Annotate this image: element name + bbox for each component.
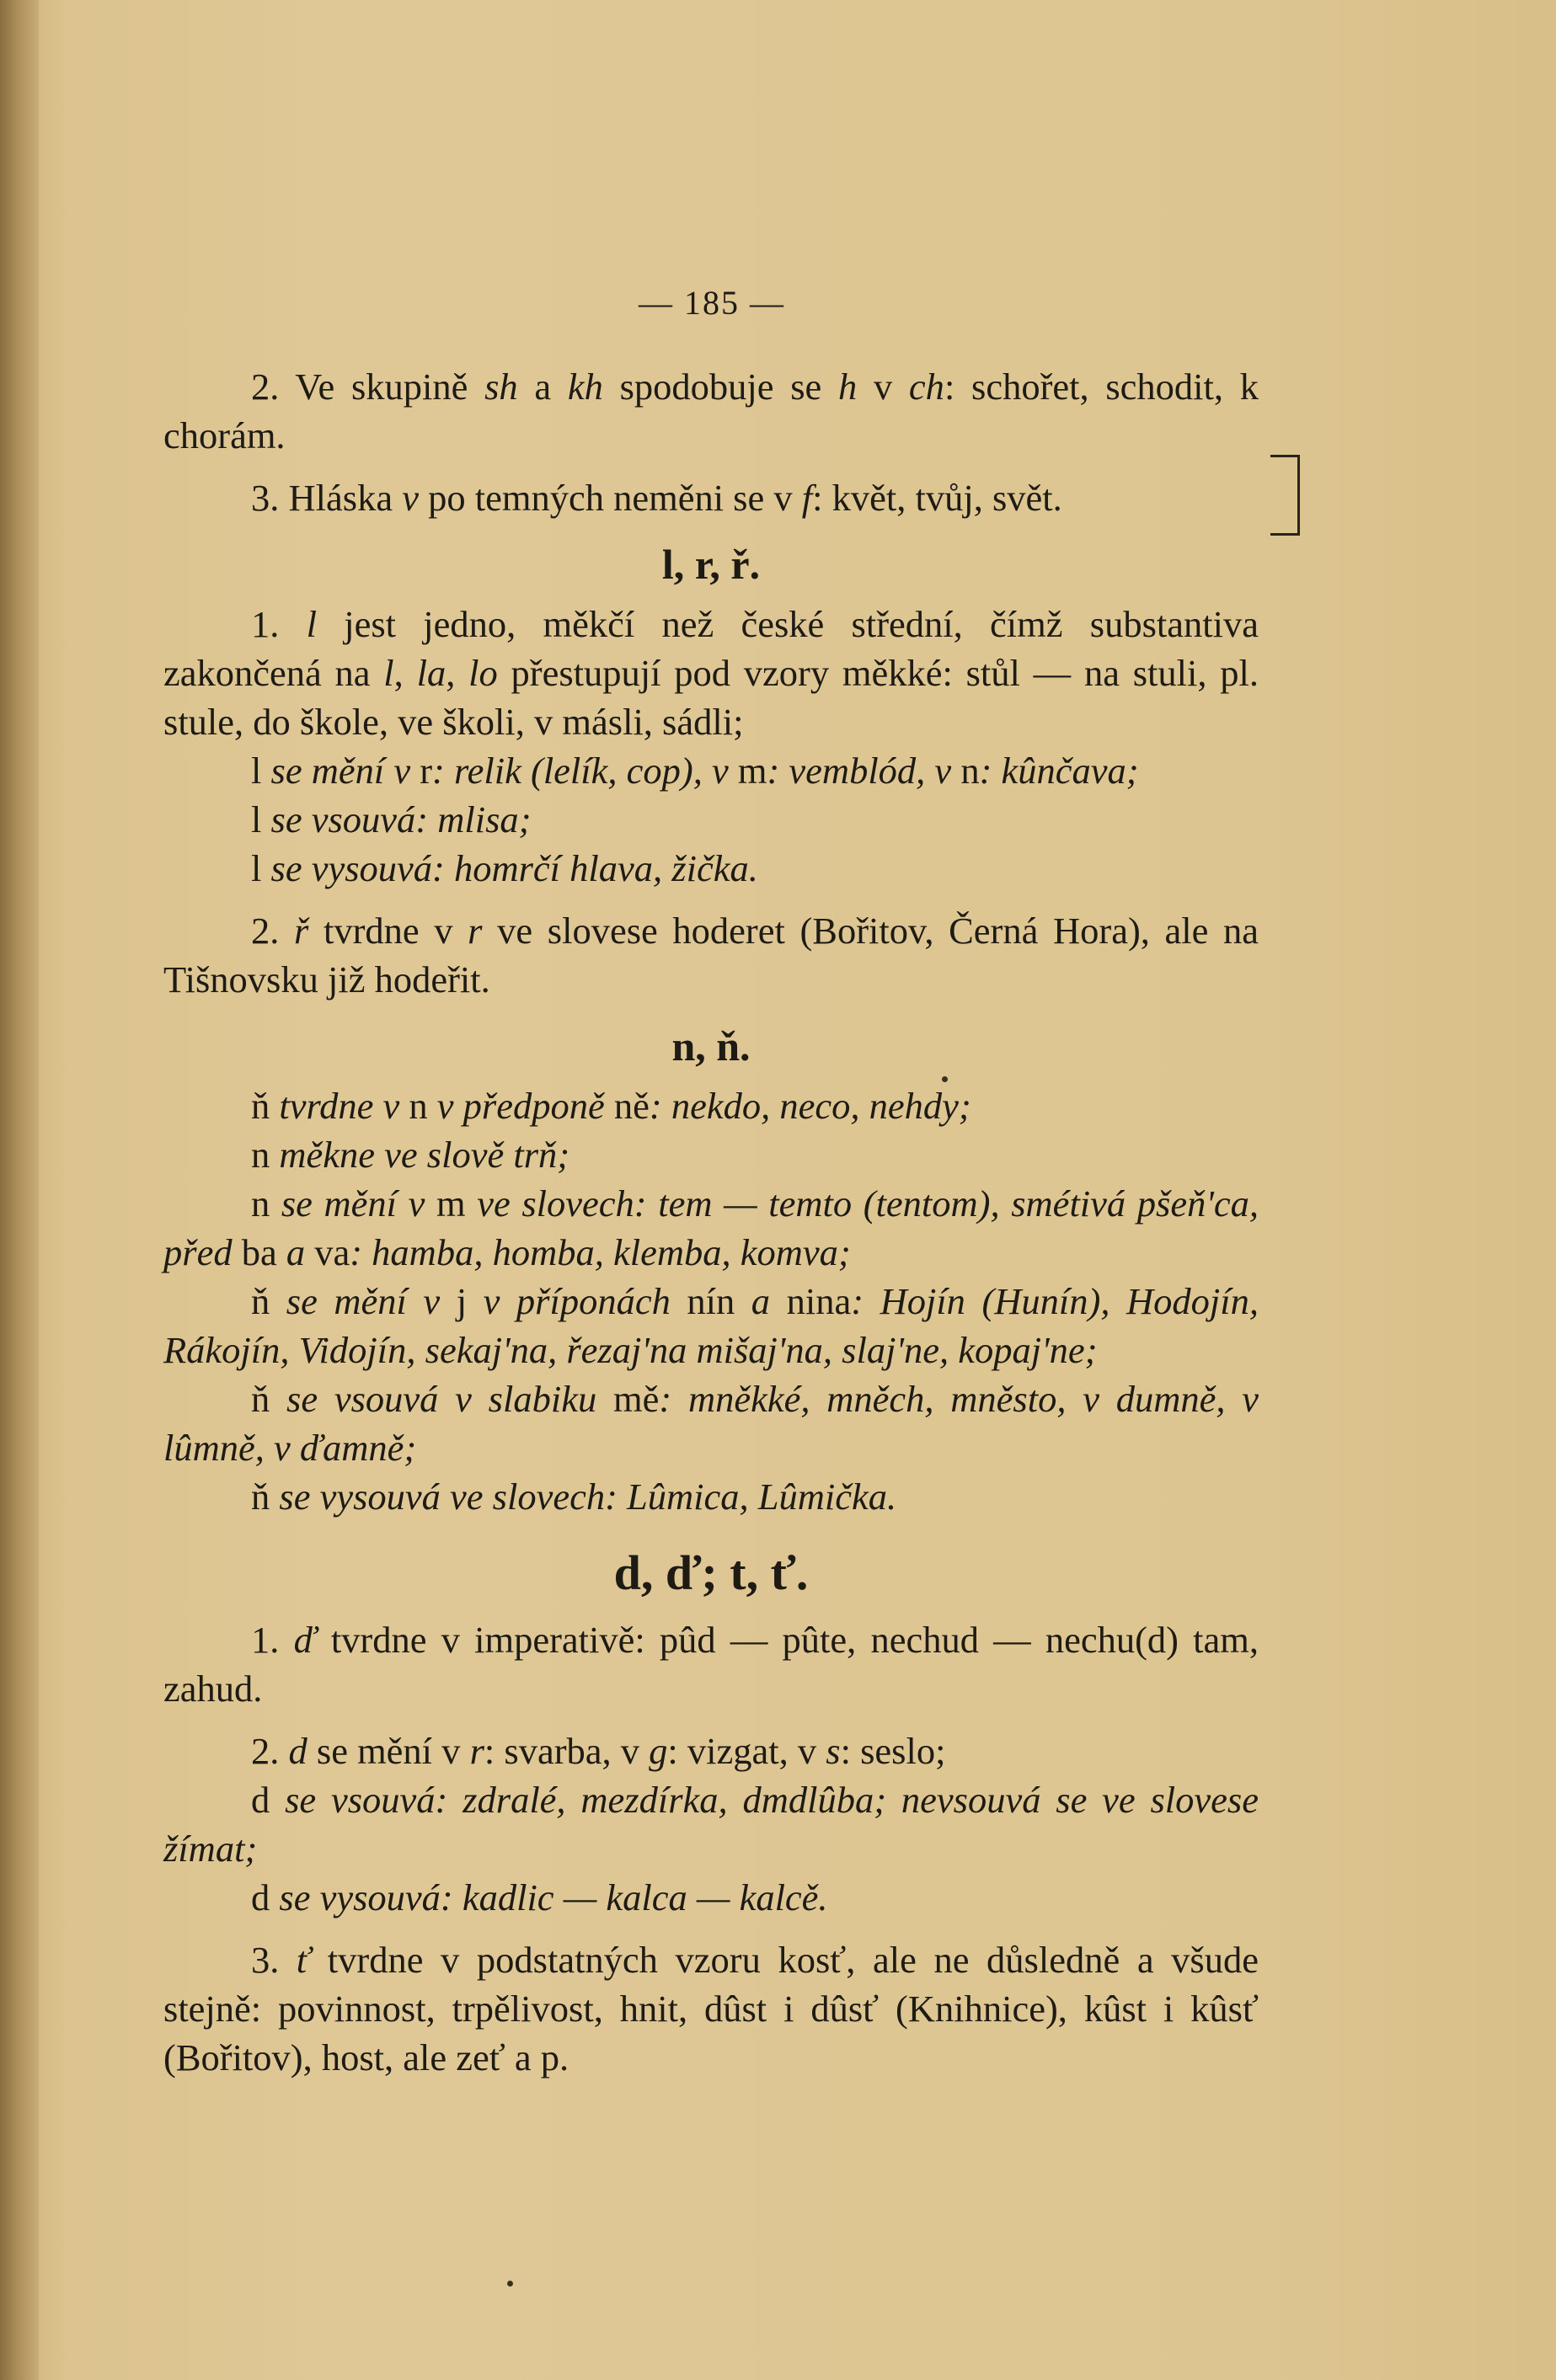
italic-form: : relik (lelík, cop), v — [432, 750, 738, 792]
italic-form: : vemblód, v — [767, 750, 961, 792]
text-run: 2. — [251, 910, 295, 952]
book-spine-shadow — [0, 0, 39, 2380]
text-run: : svarba, v — [484, 1730, 650, 1772]
text-run: n — [960, 750, 980, 792]
paragraph — [163, 1130, 1259, 1179]
text-run: tvrdne v imperativě: pûd — pûte, nechud — nechu(d) tam, zahud. — [163, 1619, 1259, 1710]
text-run: mě — [613, 1378, 660, 1420]
text-run: m — [737, 750, 767, 792]
italic-form: a — [276, 1231, 315, 1273]
text-run: tvrdne v podstatných vzoru kosť, ale ne důsledně a všude stejně: povinnost, trpělivost, hnit, dûst i dûsť (Knihnice), kûst i kûsť (Bořitov), host, ale zeť a p. — [163, 1939, 1259, 2078]
text-run: 2. — [251, 1730, 289, 1772]
section-heading: l, r, ř. — [661, 541, 761, 588]
italic-form: se mění v — [261, 750, 420, 792]
text-run: : schořet, schodit, k chorám. — [163, 366, 1259, 456]
text-run: , — [393, 652, 417, 694]
paragraph — [163, 1775, 1259, 1873]
paragraph — [163, 1277, 1259, 1374]
text-run: v — [857, 366, 909, 408]
paragraph — [163, 362, 1259, 460]
text-run: va — [314, 1231, 350, 1273]
italic-form: : kûnčava; — [979, 750, 1139, 792]
ink-speck — [507, 2281, 513, 2287]
italic-form: d — [288, 1730, 307, 1772]
text-run: přestupují pod vzory měkké: stůl — na stuli, pl. stule, do škole, ve školi, v másli, sádli; — [163, 652, 1259, 743]
paragraph — [163, 795, 1259, 844]
italic-form: se vsouvá: mlisa; — [261, 798, 532, 840]
paragraph — [163, 1472, 1259, 1521]
italic-form: a — [735, 1280, 787, 1322]
text-run: j — [456, 1280, 468, 1322]
section-heading: n, ň. — [671, 1022, 751, 1070]
text-run: a — [517, 366, 568, 408]
text-run: spodobuje se — [602, 366, 838, 408]
italic-form: r — [469, 1730, 484, 1772]
text-run: l — [251, 847, 262, 889]
text-run: n — [251, 1134, 270, 1176]
text-run: r — [420, 750, 433, 792]
italic-form: : nekdo, neco, nehdy; — [649, 1085, 971, 1127]
text-run: m — [436, 1182, 466, 1225]
italic-form: ř — [294, 910, 309, 952]
italic-form: : hamba, homba, klemba, komva; — [350, 1231, 851, 1273]
italic-form: se vsouvá: zdralé, mezdírka, dmdlûba; nevsouvá se ve slovese žímat; — [163, 1779, 1259, 1870]
italic-form: v příponách — [467, 1280, 687, 1322]
text-run: l — [251, 750, 262, 792]
page-number: — 185 — — [639, 284, 785, 322]
italic-form: l — [306, 603, 317, 645]
italic-form: ť — [296, 1939, 311, 1981]
italic-form: la — [416, 652, 446, 694]
text-run: d — [251, 1876, 270, 1918]
italic-form: ve slovech: tem — temto (tentom), smétivá pšeň'ca, před — [163, 1182, 1259, 1273]
italic-form: tvrdne v — [270, 1085, 409, 1127]
paragraph — [163, 1873, 1259, 1922]
text-run: , — [446, 652, 469, 694]
text-run: 1. — [251, 603, 307, 645]
text-run: nín — [687, 1280, 735, 1322]
italic-form: l — [383, 652, 394, 694]
text-run: se mění v — [307, 1730, 470, 1772]
paragraph — [163, 844, 1259, 893]
italic-form: měkne ve slově trň; — [270, 1134, 570, 1176]
italic-form: s — [826, 1730, 841, 1772]
text-run: ně — [613, 1085, 650, 1127]
text-run: tvrdne v — [308, 910, 468, 952]
text-run: : vizgat, v — [667, 1730, 826, 1772]
paragraph — [163, 1615, 1259, 1713]
italic-form: v — [402, 477, 419, 519]
italic-form: ch — [908, 366, 944, 408]
text-run: 3. Hláska — [251, 477, 403, 519]
italic-form: v předponě — [427, 1085, 614, 1127]
italic-form: se vysouvá ve slovech: Lûmica, Lûmička. — [270, 1475, 897, 1518]
margin-bracket-mark — [1270, 455, 1300, 536]
paragraph — [163, 1726, 1259, 1775]
paragraph — [163, 1179, 1259, 1277]
text-run: jest jedno, měkčí než české střední, čímž substantiva zakončená na — [163, 603, 1259, 694]
italic-form: se mění v — [270, 1280, 457, 1322]
text-run: 3. — [251, 1939, 297, 1981]
italic-form: lo — [468, 652, 498, 694]
text-run: ň — [251, 1378, 270, 1420]
italic-form: se vysouvá: homrčí hlava, žička. — [261, 847, 758, 889]
text-run: l — [251, 798, 262, 840]
paragraph — [163, 906, 1259, 1004]
text-run: n — [251, 1182, 270, 1225]
paragraph — [163, 746, 1259, 795]
paragraph — [163, 1374, 1259, 1472]
paragraph — [163, 1935, 1259, 2082]
text-run: 1. — [251, 1619, 294, 1661]
body-text — [163, 362, 1259, 2082]
italic-form: h — [838, 366, 858, 408]
paragraph — [163, 473, 1259, 522]
italic-form: se vysouvá: kadlic — kalca — kalcě. — [270, 1876, 828, 1918]
section-heading: d, ď; t, ť. — [613, 1545, 809, 1600]
italic-form: : Hojín (Hunín), Hodojín, Rákojín, Vidojín, sekaj'na, řezaj'na mišaj'na, slaj'ne, kopaj'ne; — [163, 1280, 1259, 1371]
text-run: : květ, tvůj, svět. — [812, 477, 1062, 519]
paragraph — [163, 600, 1259, 746]
text-run: nina — [786, 1280, 852, 1322]
italic-form: f — [801, 477, 813, 519]
italic-form: : mněkké, mněch, mněsto, v dumně, v lûmně, v ďamně; — [163, 1378, 1259, 1469]
text-run: ve slovese hoderet (Bořitov, Černá Hora), ale na Tišnovsku již hodeřit. — [163, 910, 1259, 1001]
italic-form: kh — [567, 366, 603, 408]
text-run: 2. Ve skupině — [251, 366, 485, 408]
paragraph — [163, 1081, 1259, 1130]
text-run: ba — [241, 1231, 277, 1273]
italic-form: r — [468, 910, 483, 952]
italic-form: se mění v — [270, 1182, 437, 1225]
italic-form: ď — [293, 1619, 317, 1661]
text-run: ň — [251, 1280, 270, 1322]
text-run: ň — [251, 1475, 270, 1518]
text-run: po temných neměni se v — [418, 477, 802, 519]
italic-form: se vsouvá v slabiku — [270, 1378, 613, 1420]
text-run: n — [409, 1085, 428, 1127]
text-run: : seslo; — [840, 1730, 946, 1772]
text-run: ň — [251, 1085, 270, 1127]
text-run: d — [251, 1779, 270, 1821]
italic-form: sh — [484, 366, 518, 408]
italic-form: g — [649, 1730, 668, 1772]
